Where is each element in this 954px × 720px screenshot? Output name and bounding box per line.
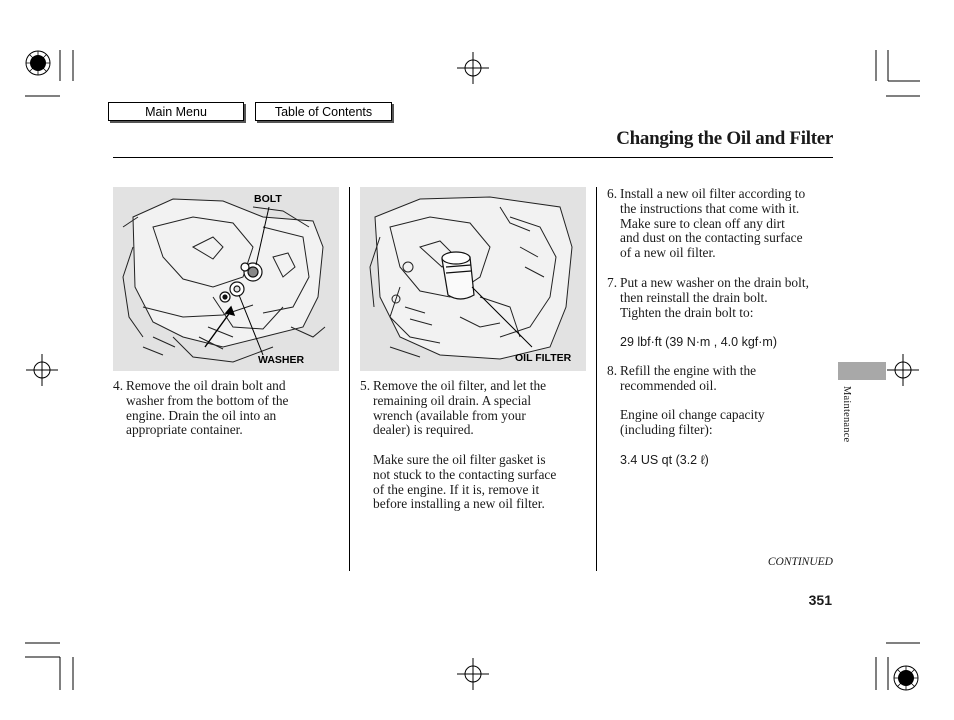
section-tab-label: Maintenance [841,386,852,443]
oil-filter-figure [360,187,586,371]
bolt-label: BOLT [254,193,282,205]
column-divider-1 [349,187,350,571]
step-7-number: 7. [607,275,618,290]
step-8-number: 8. [607,363,618,378]
drain-bolt-figure [113,187,339,371]
step-6-number: 6. [607,186,618,201]
drain-bolt-illustration [113,187,339,371]
main-menu-button[interactable]: Main Menu [108,102,244,121]
step-4-number: 4. [113,378,124,393]
step-5-note-text: Make sure the oil filter gasket is not stuck to the contacting surface of the engine. If it is, remove it before installing a new oil filter. [373,452,557,512]
continued-label: CONTINUED [767,556,833,568]
page-number: 351 [808,592,832,608]
page-title: Changing the Oil and Filter [616,128,833,149]
capacity-value: 3.4 US qt (3.2 ℓ) [620,453,709,467]
step-6-text: Install a new oil filter according to the instructions that come with it. Make sure to clean off any dirt and dust on the contacting surface of a new oil filter. [620,186,806,261]
step-7-text: Put a new washer on the drain bolt, then reinstall the drain bolt. Tighten the drain bolt to: [620,275,809,320]
washer-label: WASHER [258,354,305,366]
oil-filter-illustration [360,187,586,371]
column-divider-2 [596,187,597,571]
section-tab[interactable] [838,362,886,380]
title-rule [113,157,833,158]
torque-spec: 29 lbf·ft (39 N·m , 4.0 kgf·m) [620,335,777,349]
oil-filter-label: OIL FILTER [515,352,572,364]
step-8-text: Refill the engine with the recommended oil. [620,363,757,393]
step-5-text: Remove the oil filter, and let the remaining oil drain. A special wrench (available from your dealer) is required. [373,378,547,438]
step-4-text: Remove the oil drain bolt and washer from the bottom of the engine. Drain the oil into an appropriate container. [126,378,289,438]
step-5-number: 5. [360,378,371,393]
capacity-label-text: Engine oil change capacity (including filter): [620,407,765,437]
table-of-contents-button[interactable]: Table of Contents [255,102,392,121]
